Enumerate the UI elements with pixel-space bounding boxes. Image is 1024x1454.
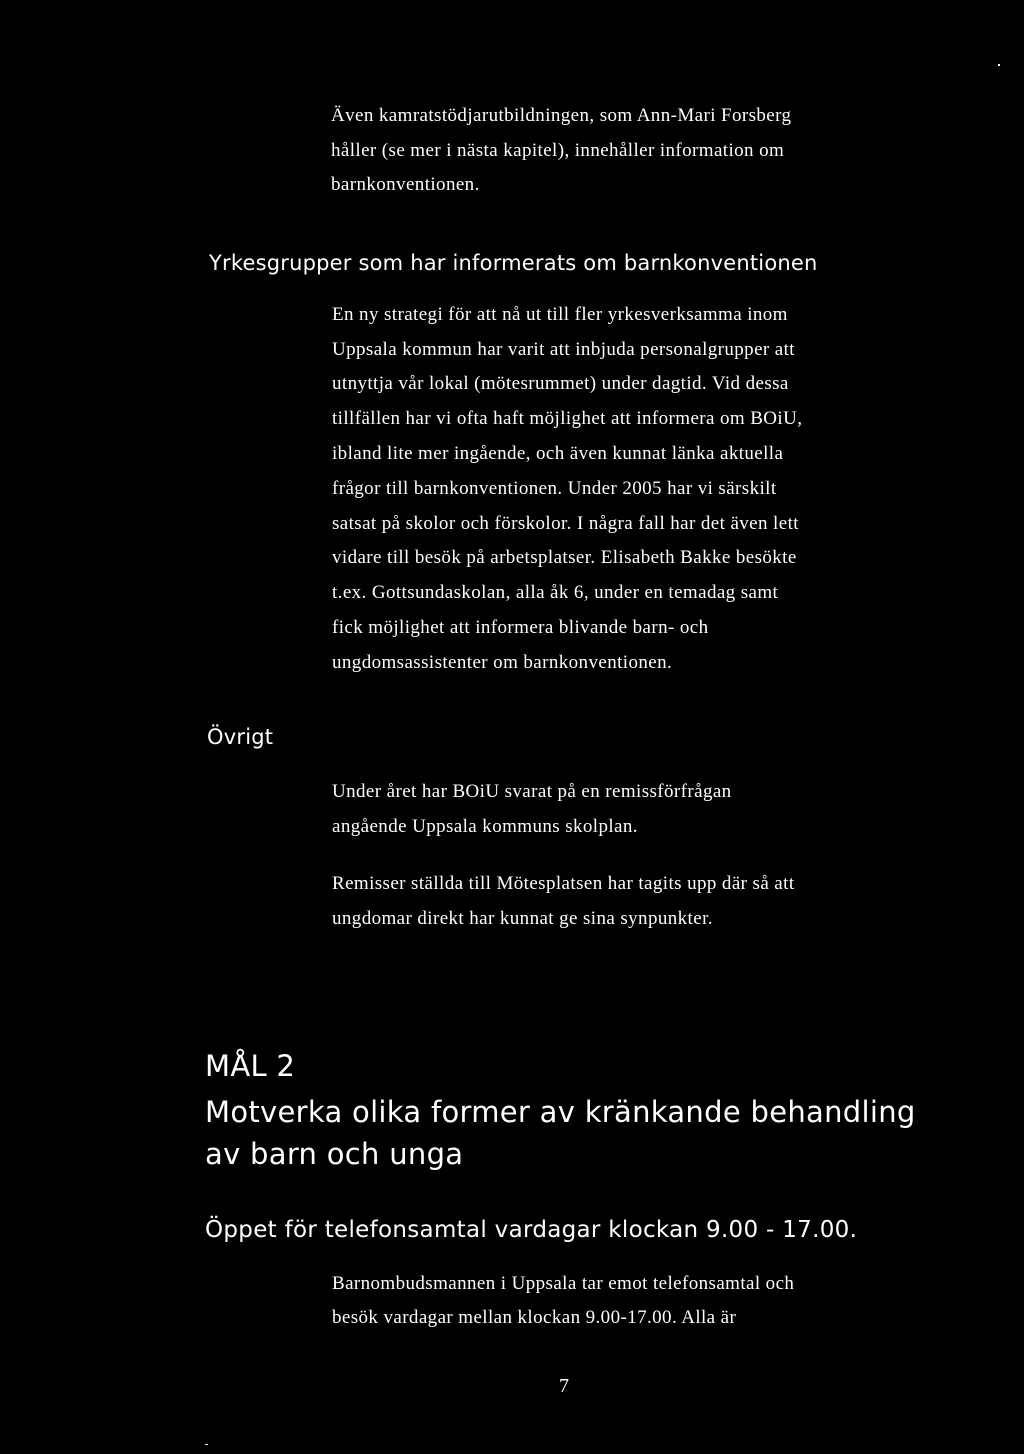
paragraph-line: frågor till barnkonventionen. Under 2005 har vi särskilt [332, 478, 777, 499]
phone-hours-heading: Öppet för telefonsamtal vardagar klockan 9.00 - 17.00. [205, 1217, 858, 1243]
paragraph-line: Barnombudsmannen i Uppsala tar emot telefonsamtal och [332, 1273, 795, 1294]
paragraph-line: angående Uppsala kommuns skolplan. [332, 816, 638, 837]
intro-line-3: barnkonventionen. [331, 174, 480, 195]
paragraph-line: t.ex. Gottsundaskolan, alla åk 6, under en temadag samt [332, 582, 779, 603]
page-number: 7 [559, 1375, 570, 1397]
paragraph-line: ungdomar direkt har kunnat ge sina synpunkter. [332, 908, 713, 929]
paragraph-line: vidare till besök på arbetsplatser. Elisabeth Bakke besökte [332, 547, 797, 568]
paragraph-line: tillfällen har vi ofta haft möjlighet att informera om BOiU, [332, 408, 803, 429]
paragraph-line: Under året har BOiU svarat på en remissförfrågan [332, 781, 732, 802]
paragraph-line: Uppsala kommun har varit att inbjuda personalgrupper att [332, 339, 795, 360]
paragraph-line: fick möjlighet att informera blivande barn- och [332, 617, 709, 638]
intro-line-1: Även kamratstödjarutbildningen, som Ann-Mari Forsberg [331, 105, 792, 126]
paragraph-line: ungdomsassistenter om barnkonventionen. [332, 652, 673, 673]
paragraph-line: ibland lite mer ingående, och även kunnat länka aktuella [332, 443, 784, 464]
paragraph-line: Remisser ställda till Mötesplatsen har tagits upp där så att [332, 873, 795, 894]
section-heading-ovrigt: Övrigt [207, 725, 274, 749]
intro-line-2: håller (se mer i nästa kapitel), innehåller information om [331, 140, 785, 161]
section-heading-yrkesgrupper: Yrkesgrupper som har informerats om barnkonventionen [209, 251, 818, 275]
scan-speck [205, 1444, 208, 1445]
paragraph-line: En ny strategi för att nå ut till fler yrkesverksamma inom [332, 304, 788, 325]
goal-title-line-1: Motverka olika former av kränkande behandling [205, 1095, 916, 1129]
paragraph-line: utnyttja vår lokal (mötesrummet) under dagtid. Vid dessa [332, 373, 789, 394]
scan-speck [998, 64, 1000, 66]
goal-label: MÅL 2 [205, 1049, 296, 1083]
paragraph-line: besök vardagar mellan klockan 9.00-17.00. Alla är [332, 1307, 737, 1328]
goal-title-line-2: av barn och unga [205, 1137, 464, 1171]
paragraph-line: satsat på skolor och förskolor. I några fall har det även lett [332, 513, 799, 534]
